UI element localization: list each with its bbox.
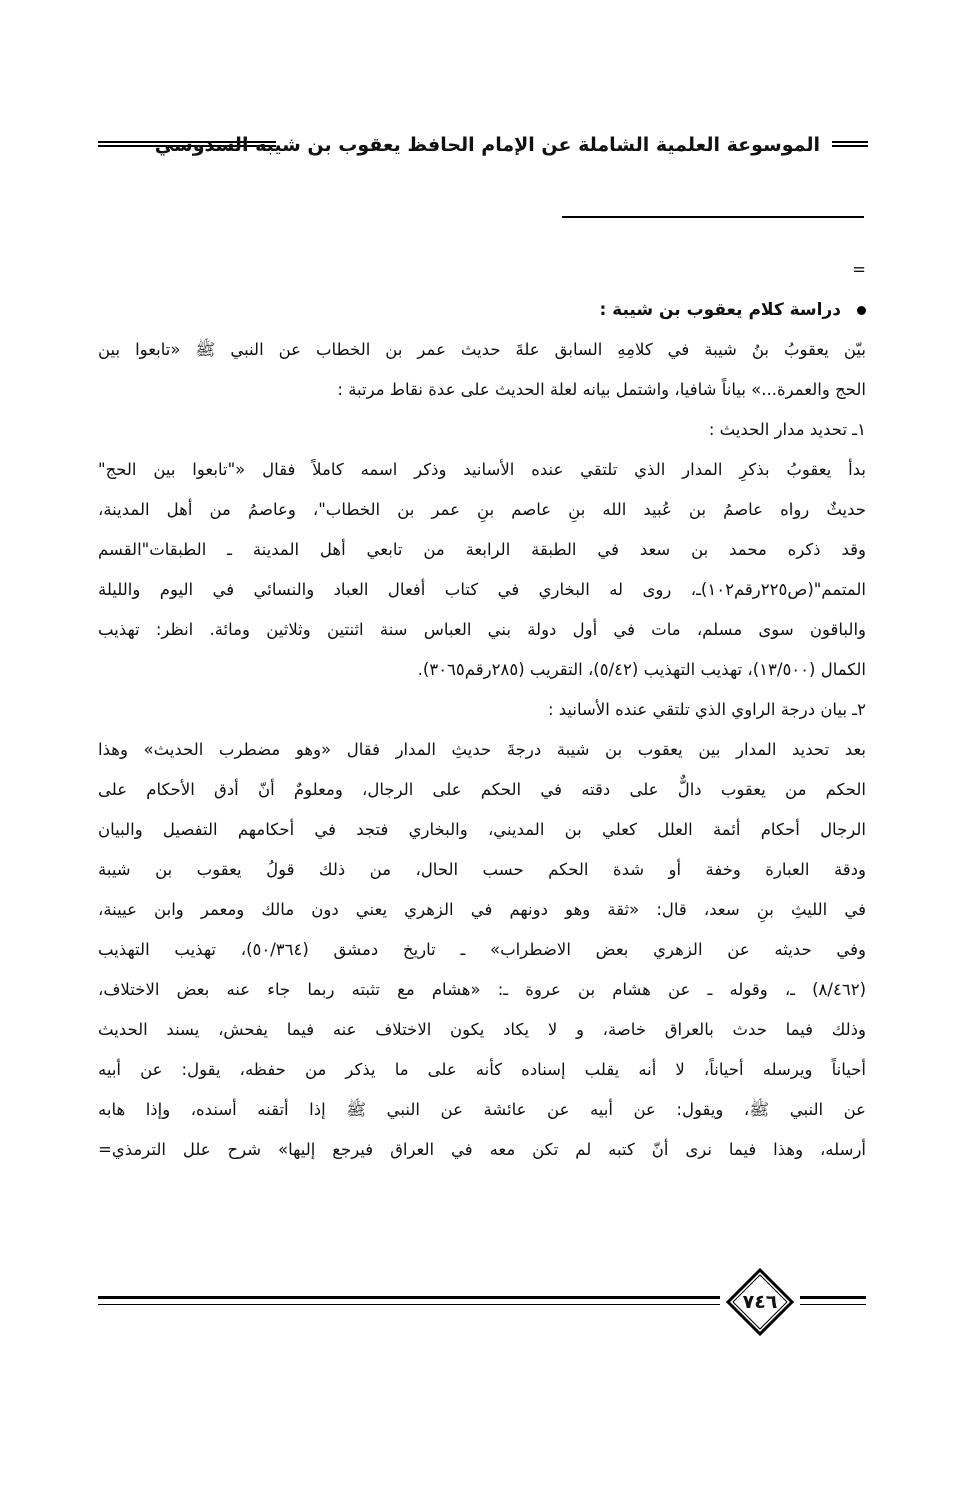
text-line: أحياناً ويرسله أحياناً، لا أنه يقلب إسناده كأنه على ما يذكر من حفظه، يقول: عن أبيه xyxy=(98,1060,866,1079)
footnote-continuation-marker: = xyxy=(852,260,866,279)
text-line: (٨/٤٦٢) ـ، وقوله ـ عن هشام بن عروة ـ: «هشام مع تثبته ربما جاء عنه بعض الاختلاف، xyxy=(98,980,866,999)
footer-rule-left-thin xyxy=(98,1304,720,1305)
footer-rule-right-thin xyxy=(800,1304,866,1305)
text-line: بدأ يعقوبُ بذكرِ المدار الذي تلتقي عنده الأسانيد وذكر اسمه كاملاً فقال «"تابعوا بين الحج" xyxy=(98,460,866,479)
text-line: أرسله، وهذا فيما نرى أنّ كتبه لم تكن معه في العراق فيرجع إليها» شرح علل الترمذي= xyxy=(98,1140,866,1159)
footer-rule-right-thick xyxy=(800,1296,866,1299)
text-line: الحكم من يعقوب دالٌّ على دقته في الحكم على الرجال، ومعلومٌ أنّ أدق الأحكام على xyxy=(98,780,866,799)
footnote-separator xyxy=(562,216,864,218)
bullet-icon xyxy=(857,306,866,315)
text-line: بعد تحديد المدار بين يعقوب بن شيبة درجةَ حديثِ المدار فقال «وهو مضطرب الحديث» وهذا xyxy=(98,740,866,759)
text-line: حديثٌ رواه عاصمُ بن عُبيد الله بنِ عاصم بنِ عمر بن الخطاب"، وعاصمُ من أهل المدينة، xyxy=(98,500,866,519)
text-line: بيّن يعقوبُ بنُ شيبة في كلامِهِ السابق علةَ حديث عمر بن الخطاب عن النبي ﷺ «تابعوا بين xyxy=(98,340,866,359)
text-line: وفي حديثه عن الزهري بعض الاضطراب» ـ تاريخ دمشق (٥٠/٣٦٤)، تهذيب التهذيب xyxy=(98,940,866,959)
text-line: والباقون سوى مسلم، مات في أول دولة بني العباس سنة اثنتين وثلاثين ومائة. انظر: تهذيب xyxy=(98,620,866,639)
text-line: ودقة العبارة وخفة أو شدة الحكم حسب الحال، من ذلك قولُ يعقوب بن شيبة xyxy=(98,860,866,879)
body-text xyxy=(98,250,866,1170)
text-line: الرجال أحكام أئمة العلل كعلي بن المديني، والبخاري فتجد في أحكامهم التفصيل والبيان xyxy=(98,820,866,839)
page-number: ٧٤٦ xyxy=(742,1291,778,1313)
running-header xyxy=(98,128,868,162)
section-heading-text: دراسة كلام يعقوب بن شيبة : xyxy=(599,300,841,320)
footer-rule-left-thick xyxy=(98,1296,720,1299)
subheading-line: ٢ـ بيان درجة الراوي الذي تلتقي عنده الأسانيد : xyxy=(547,700,866,719)
header-rule-right xyxy=(832,141,868,147)
subheading-line: ١ـ تحديد مدار الحديث : xyxy=(708,420,866,439)
text-line: الكمال (١٣/٥٠٠)، تهذيب التهذيب (٥/٤٢)، التقريب (٢٨٥رقم٣٠٦٥). xyxy=(417,660,866,679)
text-line: وذلك فيما حدث بالعراق خاصة، و لا يكاد يكون الاختلاف عنه فيما يفحش، يسند الحديث xyxy=(98,1020,866,1039)
text-line: في الليثِ بنِ سعد، قال: «ثقة وهو دونهم في الزهري يعني دون مالك ومعمر وابن عيينة، xyxy=(98,900,866,919)
text-line: الحج والعمرة...» بياناً شافيا، واشتمل بيانه لعلة الحديث على عدة نقاط مرتبة : xyxy=(337,380,866,399)
section-heading xyxy=(98,290,866,330)
text-line: عن النبي ﷺ، ويقول: عن أبيه عن عائشة عن النبي ﷺ إذا أتقنه أسنده، وإذا هابه xyxy=(98,1100,866,1119)
text-line: المتمم"(ص٢٢٥رقم١٠٢)ـ، روى له البخاري في كتاب أفعال العباد والنسائي في اليوم والليلة xyxy=(98,580,866,599)
header-title: الموسوعة العلمية الشاملة عن الإمام الحافظ يعقوب بن شيبة السدوسي xyxy=(154,134,820,156)
text-line: وقد ذكره محمد بن سعد في الطبقة الرابعة من تابعي أهل المدينة ـ الطبقات"القسم xyxy=(98,540,866,559)
